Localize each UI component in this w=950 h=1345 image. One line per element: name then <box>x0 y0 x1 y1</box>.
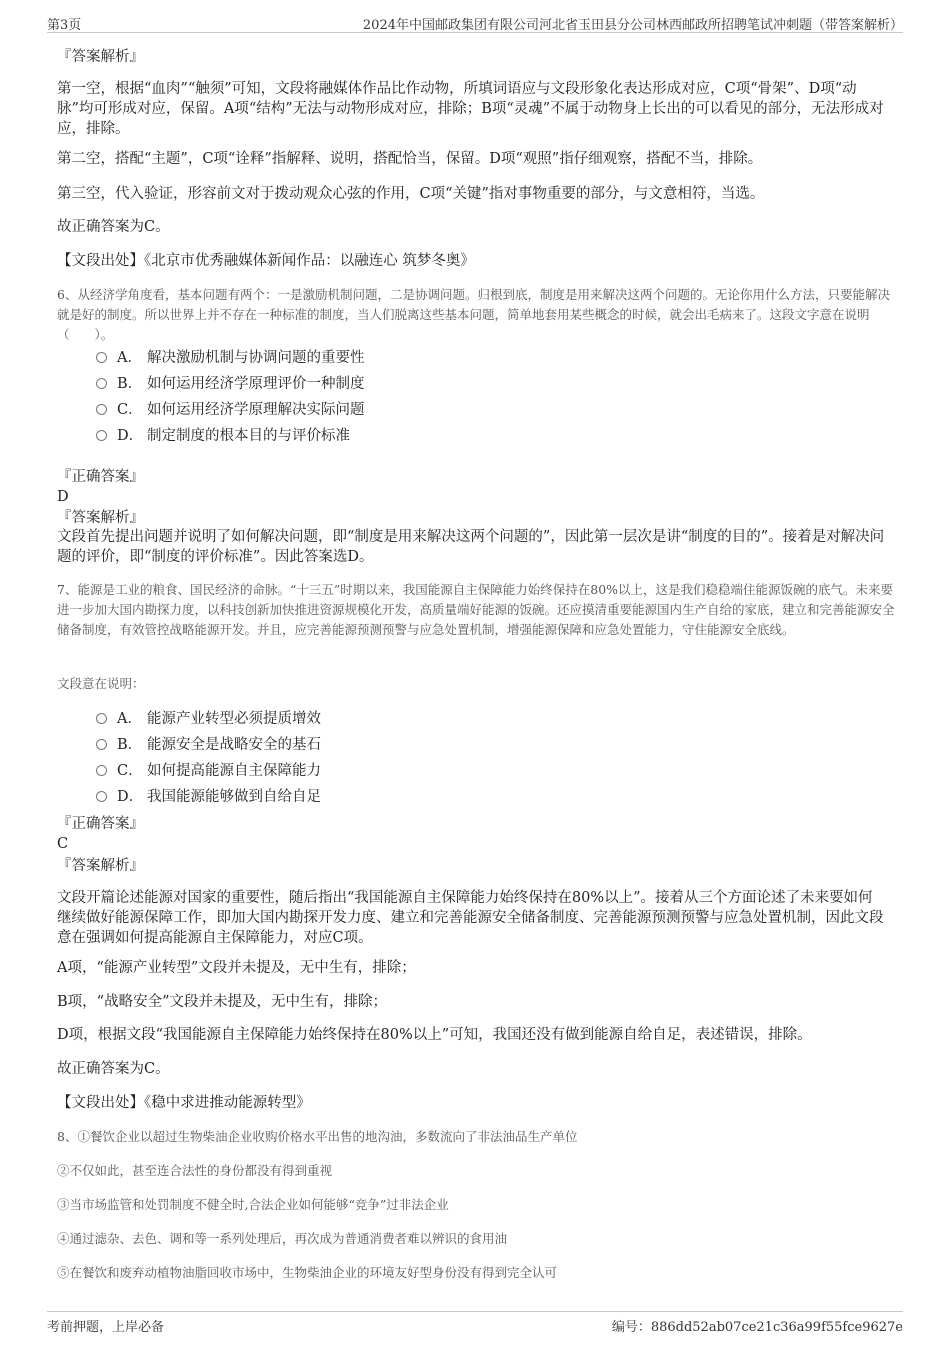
q7-item-b: B项，“战略安全”文段并未提及，无中生有，排除； <box>57 994 387 1010</box>
q6-option-c[interactable]: C． 如何运用经济学原理解决实际问题 <box>96 400 365 420</box>
q7-option-b[interactable]: B． 能源安全是战略安全的基石 <box>96 735 321 755</box>
radio-icon[interactable] <box>96 765 107 776</box>
q7-item-d: D项，根据文段“我国能源自主保障能力始终保持在80%以上”可知，我国还没有做到能源自给自足，表述错误，排除。 <box>57 1027 812 1043</box>
q7-option-c[interactable]: C． 如何提高能源自主保障能力 <box>96 761 321 781</box>
q5-analysis-p2: 第二空，搭配“主题”，C项“诠释”指解释、说明，搭配恰当，保留。D项“观照”指仔细观察，搭配不当，排除。 <box>57 151 763 167</box>
page-header <box>47 10 903 33</box>
page-footer <box>47 1311 903 1334</box>
q8-sentence-5: ⑤在餐饮和废弃动植物油脂回收市场中，生物柴油企业的环境友好型身份没有得到完全认可 <box>57 1265 558 1280</box>
page-number: 第3页 <box>47 18 82 33</box>
q5-analysis-label: 『答案解析』 <box>57 49 144 65</box>
q5-conclusion: 故正确答案为C。 <box>57 219 170 235</box>
document-title: 2024年中国邮政集团有限公司河北省玉田县分公司林西邮政所招聘笔试冲刺题（带答案解析） <box>362 18 903 33</box>
q7-stem: 7、能源是工业的粮食、国民经济的命脉。“十三五”时期以来，我国能源自主保障能力始终保持在80%以上，这是我们稳稳端住能源饭碗的底气。未来要进一步加大国内勘探力度，以科技创新加快推进资源规模化开发，高质量端好能源的饭碗。还应摸清重要能源国内生产自给的家底，建立和完善能源安全储备制度，有效管控战略能源开发。并且，应完善能源预测预警与应急处置机制，增强能源保障和应急处置能力，守住能源安全底线。 <box>57 582 895 637</box>
radio-icon[interactable] <box>96 713 107 724</box>
q5-analysis-p1: 第一空，根据“血肉”“触须”可知，文段将融媒体作品比作动物，所填词语应与文段形象化表达形成对应，C项“骨架”、D项“动脉”均可形成对应，保留。A项“结构”无法与动物形成对应，排除；B项“灵魂”不属于动物身上长出的可以看见的部分，无法形成对应，排除。 <box>57 81 884 137</box>
radio-icon[interactable] <box>96 404 107 415</box>
q8-sentence-2: ②不仅如此，甚至连合法性的身份都没有得到重视 <box>57 1163 333 1178</box>
q6-option-d[interactable]: D． 制定制度的根本目的与评价标准 <box>96 426 350 446</box>
q6-analysis-label: 『答案解析』 <box>57 510 144 526</box>
q7-item-a: A项，“能源产业转型”文段并未提及，无中生有，排除； <box>57 960 416 976</box>
q7-prompt: 文段意在说明： <box>57 676 145 691</box>
radio-icon[interactable] <box>96 352 107 363</box>
q6-option-b[interactable]: B． 如何运用经济学原理评价一种制度 <box>96 374 365 394</box>
document-id: 编号：886dd52ab07ce21c36a99f55fce9627e <box>611 1320 903 1335</box>
q7-conclusion: 故正确答案为C。 <box>57 1061 170 1077</box>
q6-analysis: 文段首先提出问题并说明了如何解决问题，即“制度是用来解决这两个问题的”，因此第一层次是讲“制度的目的”。接着是对解决问题的评价，即“制度的评价标准”。因此答案选D。 <box>57 529 885 565</box>
radio-icon[interactable] <box>96 430 107 441</box>
q7-option-d[interactable]: D． 我国能源能够做到自给自足 <box>96 787 321 807</box>
radio-icon[interactable] <box>96 378 107 389</box>
q5-analysis-p3: 第三空，代入验证，形容前文对于拨动观众心弦的作用，C项“关键”指对事物重要的部分，与文意相符，当选。 <box>57 186 765 202</box>
q7-answer: C <box>57 836 69 852</box>
footer-slogan: 考前押题，上岸必备 <box>47 1320 165 1335</box>
q7-source: 【文段出处】《稳中求进推动能源转型》 <box>57 1095 311 1111</box>
q6-option-a[interactable]: A． 解决激励机制与协调问题的重要性 <box>96 348 365 368</box>
q6-answer: D <box>57 489 69 505</box>
q8-sentence-4: ④通过滤杂、去色、调和等一系列处理后，再次成为普通消费者难以辨识的食用油 <box>57 1231 508 1246</box>
radio-icon[interactable] <box>96 739 107 750</box>
q6-answer-label: 『正确答案』 <box>57 469 144 485</box>
q7-answer-label: 『正确答案』 <box>57 816 144 832</box>
q5-source: 【文段出处】《北京市优秀融媒体新闻作品：以融连心 筑梦冬奥》 <box>57 253 475 269</box>
q7-analysis: 文段开篇论述能源对国家的重要性，随后指出“我国能源自主保障能力始终保持在80%以上”。接着从三个方面论述了未来要如何继续做好能源保障工作，即加大国内勘探开发力度、建立和完善能源安全储备制度、完善能源预测预警与应急处置机制，因此文段意在强调如何提高能源自主保障能力，对应C项。 <box>57 890 884 946</box>
q8-sentence-3: ③当市场监管和处罚制度不健全时,合法企业如何能够“竞争”过非法企业 <box>57 1197 449 1212</box>
radio-icon[interactable] <box>96 791 107 802</box>
q8-sentence-1: 8、①餐饮企业以超过生物柴油企业收购价格水平出售的地沟油，多数流向了非法油品生产单位 <box>57 1129 578 1144</box>
q7-analysis-label: 『答案解析』 <box>57 858 144 874</box>
q6-stem: 6、从经济学角度看，基本问题有两个：一是激励机制问题，二是协调问题。归根到底，制度是用来解决这两个问题的。无论你用什么方法，只要能解决就是好的制度。所以世界上并不存在一种标准的制度，当人们脱离这些基本问题，简单地套用某些概念的时候，就会出毛病来了。这段文字意在说明（ ）。 <box>57 287 890 342</box>
q7-option-a[interactable]: A． 能源产业转型必须提质增效 <box>96 709 321 729</box>
